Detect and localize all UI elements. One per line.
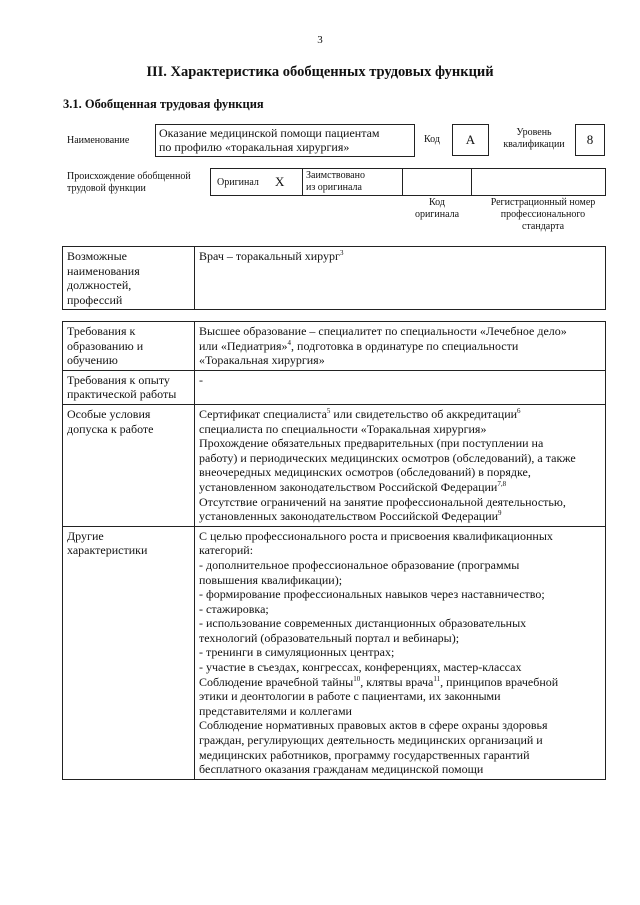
positions-value-text: Врач – торакальный хирург [199, 249, 340, 263]
special-line-part: Сертификат специалиста [199, 406, 327, 421]
other-line: - участие в съездах, конгрессах, конференциях, мастер-классах [199, 660, 522, 675]
other-line-part: Соблюдение врачебной тайны [199, 674, 354, 689]
positions-label-line: наименования [67, 263, 140, 278]
experience-label [63, 370, 195, 404]
education-label-line: образованию и [67, 338, 144, 353]
other-line: категорий: [199, 543, 254, 558]
other-line: медицинских работников, программу государственных гарантий [199, 747, 530, 762]
footnote-ref: 11 [433, 674, 441, 683]
section-title: 3.1. Обобщенная трудовая функция [63, 97, 264, 111]
borrowed-line1: Заимствовано [306, 170, 365, 181]
other-line: представителями и коллегами [199, 703, 352, 718]
origin-label-line1: Происхождение обобщенной [67, 171, 191, 182]
other-line: - тренинги в симуляционных центрах; [199, 645, 395, 660]
special-label-line: допуска к работе [67, 421, 154, 436]
education-label [63, 322, 195, 371]
original-cell [210, 168, 303, 196]
code-original-caption [402, 197, 472, 221]
education-line-part: , подготовка в ординатуре по специальности [291, 338, 519, 353]
footnote-ref: 3 [339, 249, 344, 257]
footnote-ref: 9 [498, 509, 502, 518]
reg-number-line3: стандарта [521, 221, 565, 232]
other-line: Соблюдение нормативных правовых актов в сфере охраны здоровья [199, 718, 548, 733]
special-line: Прохождение обязательных предварительных (при поступлении на [199, 436, 544, 451]
level-label [498, 127, 570, 151]
special-line: специалиста по специальности «Торакальная хирургия» [199, 421, 487, 436]
other-line-part: , клятвы врача [360, 674, 434, 689]
name-value-line2: по профилю «торакальная хирургия» [159, 140, 350, 154]
other-value [195, 526, 606, 779]
special-line: Отсутствие ограничений на занятие профессиональной деятельностью, [199, 494, 566, 509]
level-label-line2: квалификации [503, 139, 565, 150]
positions-label [63, 247, 195, 310]
other-label-line: Другие [67, 528, 104, 543]
reg-number-line2: профессионального [500, 209, 586, 220]
reg-number-line1: Регистрационный номер [490, 197, 596, 208]
other-line: С целью профессионального роста и присвоения квалификационных [199, 528, 553, 543]
special-line-part: установленных законодательством Российской Федерации [199, 509, 499, 524]
experience-value: - [195, 370, 606, 404]
special-line-part: или свидетельство об аккредитации [330, 406, 518, 421]
footnote-ref: 6 [517, 406, 521, 415]
other-line: повышения квалификации); [199, 572, 343, 587]
other-line: - формирование профессиональных навыков через наставничество; [199, 587, 545, 602]
code-label: Код [424, 134, 440, 145]
footnote-ref: 4 [287, 338, 292, 347]
level-label-line1: Уровень [516, 127, 552, 138]
name-label: Наименование [67, 135, 130, 146]
name-value-box [155, 124, 415, 157]
education-line-part: или «Педиатрия» [199, 338, 288, 353]
page-number: 3 [317, 34, 323, 46]
education-line [199, 339, 601, 354]
other-line: - использование современных дистанционных образовательных [199, 616, 527, 631]
other-line [199, 675, 601, 690]
other-line: бесплатного оказания гражданам медицинской помощи [199, 762, 484, 777]
other-line: - дополнительное профессиональное образование (программы [199, 557, 520, 572]
other-line: этики и деонтологии в работе с пациентами, их законными [199, 689, 501, 704]
code-original-line2: оригинала [414, 209, 460, 220]
borrowed-line2: из оригинала [306, 182, 362, 193]
page-title: III. Характеристика обобщенных трудовых функций [146, 64, 494, 80]
special-line [199, 480, 601, 495]
footnote-ref: 7,8 [497, 479, 507, 488]
special-line [199, 407, 601, 422]
reg-number-cell [471, 168, 606, 196]
positions-label-line: должностей, [67, 278, 132, 293]
special-line: внеочередных медицинских осмотров (обследований) в порядке, [199, 465, 531, 480]
other-line: - стажировка; [199, 601, 269, 616]
name-value-line1: Оказание медицинской помощи пациентам [159, 126, 380, 140]
positions-value [195, 247, 606, 310]
positions-label-line: профессий [67, 292, 123, 307]
special-line [199, 509, 601, 524]
positions-table [62, 246, 606, 310]
education-label-line: обучению [67, 353, 118, 368]
education-label-line: Требования к [67, 324, 136, 338]
special-line-part: установленном законодательством Российской Федерации [199, 479, 498, 494]
origin-label-line2: трудовой функции [67, 183, 146, 194]
education-line: «Торакальная хирургия» [199, 353, 325, 368]
footnote-ref: 5 [326, 406, 331, 415]
other-line-part: , принципов врачебной [440, 674, 559, 689]
education-value [195, 322, 606, 371]
special-value [195, 404, 606, 526]
experience-label-line: практической работы [67, 387, 177, 402]
borrowed-cell [302, 168, 403, 196]
other-line: граждан, регулирующих деятельность медицинских организаций и [199, 733, 543, 748]
code-original-cell [402, 168, 472, 196]
other-line: технологий (образовательный портал и вебинары); [199, 630, 460, 645]
requirements-table [62, 321, 606, 780]
original-mark: X [275, 174, 285, 189]
special-line: работу) и периодических медицинских осмотров (обследований), а также [199, 450, 576, 465]
code-original-line1: Код [429, 197, 445, 208]
origin-label [67, 171, 191, 195]
borrowed-label [306, 170, 365, 194]
education-line: Высшее образование – специалитет по специальности «Лечебное дело» [199, 324, 567, 338]
code-value: А [452, 124, 489, 156]
level-value: 8 [575, 124, 605, 156]
original-label: Оригинал [217, 177, 259, 188]
special-label [63, 404, 195, 526]
footnote-ref: 10 [353, 674, 361, 683]
special-label-line: Особые условия [67, 406, 151, 421]
other-label [63, 526, 195, 779]
other-label-line: характеристики [67, 543, 148, 558]
experience-label-line: Требования к опыту [67, 372, 170, 387]
positions-label-line: Возможные [67, 249, 127, 263]
reg-number-caption [471, 197, 615, 233]
